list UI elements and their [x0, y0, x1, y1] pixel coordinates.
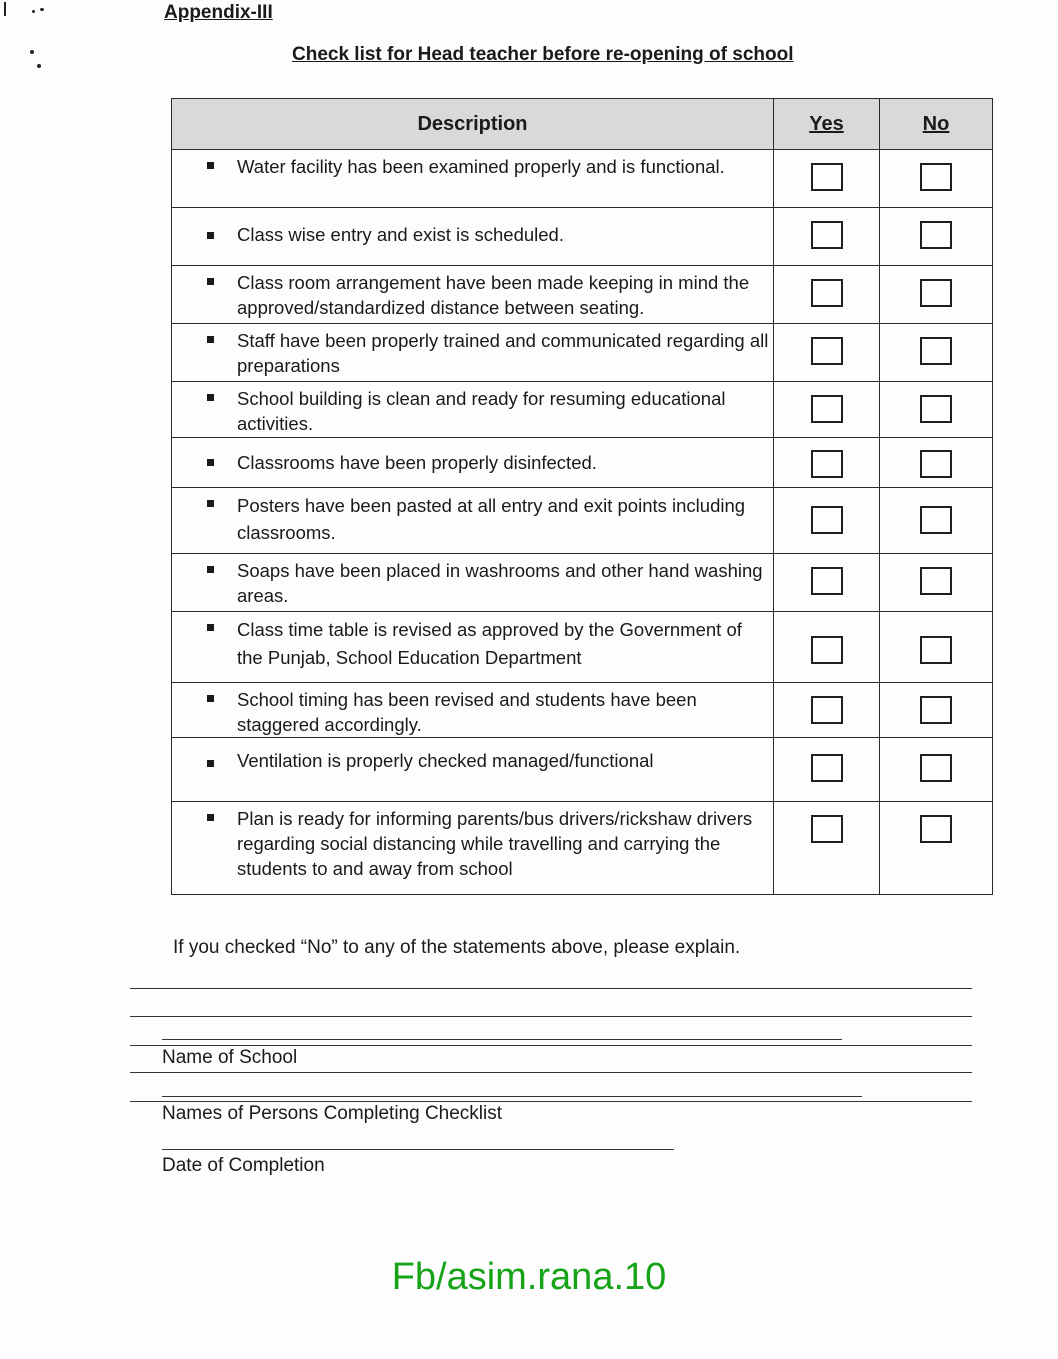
- table-header-row: [172, 99, 993, 150]
- no-cell: [880, 382, 993, 438]
- no-cell: [880, 612, 993, 683]
- table-row: [172, 438, 993, 488]
- row-description-text: Water facility has been examined properly and is functional.: [237, 156, 725, 177]
- no-cell: [880, 438, 993, 488]
- row-description: [172, 150, 774, 208]
- table-row: [172, 738, 993, 802]
- scan-speck: [40, 8, 44, 11]
- yes-checkbox[interactable]: [811, 754, 843, 782]
- bullet-icon: [207, 278, 214, 285]
- explain-prompt: If you checked “No” to any of the statements above, please explain.: [173, 937, 741, 958]
- persons-name-line[interactable]: [162, 1096, 862, 1097]
- row-description-text: Soaps have been placed in washrooms and other hand washing areas.: [237, 560, 763, 606]
- bullet-icon: [207, 566, 214, 573]
- row-description-text: Staff have been properly trained and communicated regarding all preparations: [237, 330, 769, 376]
- yes-checkbox[interactable]: [811, 221, 843, 249]
- page-title: Check list for Head teacher before re-opening of school: [292, 44, 794, 65]
- yes-cell: [774, 488, 880, 554]
- row-description-text: School building is clean and ready for resuming educational activities.: [237, 388, 726, 434]
- no-checkbox[interactable]: [920, 696, 952, 724]
- yes-checkbox[interactable]: [811, 163, 843, 191]
- persons-label: Names of Persons Completing Checklist: [162, 1103, 503, 1124]
- no-checkbox[interactable]: [920, 450, 952, 478]
- row-description-text: Class time table is revised as approved by the Government of the Punjab, School Education Department: [237, 619, 742, 668]
- bullet-icon: [207, 232, 214, 239]
- row-description: [172, 683, 774, 738]
- row-description-text: School timing has been revised and students have been staggered accordingly.: [237, 689, 697, 735]
- table-row: [172, 266, 993, 324]
- checklist-table: [171, 98, 993, 895]
- yes-checkbox[interactable]: [811, 567, 843, 595]
- yes-cell: [774, 208, 880, 266]
- no-checkbox[interactable]: [920, 395, 952, 423]
- table-row: [172, 554, 993, 612]
- table-row: [172, 208, 993, 266]
- school-name-line[interactable]: [162, 1039, 842, 1040]
- table-row: [172, 324, 993, 382]
- yes-checkbox[interactable]: [811, 815, 843, 843]
- explanation-line[interactable]: [130, 1016, 972, 1017]
- no-checkbox[interactable]: [920, 163, 952, 191]
- row-description: [172, 438, 774, 488]
- table-row: [172, 683, 993, 738]
- row-description-text: Classrooms have been properly disinfected.: [237, 452, 597, 473]
- row-description: [172, 266, 774, 324]
- no-checkbox[interactable]: [920, 754, 952, 782]
- scan-speck: [32, 10, 35, 13]
- scan-speck: [4, 2, 6, 16]
- school-name-label: Name of School: [162, 1047, 298, 1068]
- yes-checkbox[interactable]: [811, 506, 843, 534]
- yes-cell: [774, 738, 880, 802]
- table-row: [172, 802, 993, 895]
- column-header-description: Description: [172, 99, 774, 150]
- no-checkbox[interactable]: [920, 567, 952, 595]
- yes-cell: [774, 324, 880, 382]
- scan-speck: [37, 64, 41, 68]
- bullet-icon: [207, 394, 214, 401]
- completion-date-line[interactable]: [162, 1149, 674, 1150]
- no-checkbox[interactable]: [920, 279, 952, 307]
- yes-cell: [774, 683, 880, 738]
- row-description: [172, 382, 774, 438]
- table-row: [172, 612, 993, 683]
- column-header-no: No: [880, 99, 993, 150]
- bullet-icon: [207, 695, 214, 702]
- table-row: [172, 488, 993, 554]
- no-cell: [880, 554, 993, 612]
- no-cell: [880, 738, 993, 802]
- bullet-icon: [207, 162, 214, 169]
- yes-checkbox[interactable]: [811, 636, 843, 664]
- row-description: [172, 208, 774, 266]
- yes-checkbox[interactable]: [811, 696, 843, 724]
- explanation-line[interactable]: [130, 1045, 972, 1046]
- no-cell: [880, 266, 993, 324]
- table-row: [172, 150, 993, 208]
- column-header-yes: Yes: [774, 99, 880, 150]
- bullet-icon: [207, 336, 214, 343]
- yes-cell: [774, 612, 880, 683]
- row-description: [172, 738, 774, 802]
- watermark-text: Fb/asim.rana.10: [391, 1256, 667, 1298]
- row-description: [172, 612, 774, 683]
- no-cell: [880, 488, 993, 554]
- no-cell: [880, 208, 993, 266]
- bullet-icon: [207, 814, 214, 821]
- yes-cell: [774, 438, 880, 488]
- yes-checkbox[interactable]: [811, 395, 843, 423]
- row-description-text: Plan is ready for informing parents/bus drivers/rickshaw drivers regarding social distancing while travelling and carrying the students to and away from school: [237, 808, 753, 879]
- yes-cell: [774, 802, 880, 895]
- no-cell: [880, 802, 993, 895]
- yes-cell: [774, 382, 880, 438]
- no-checkbox[interactable]: [920, 815, 952, 843]
- bullet-icon: [207, 459, 214, 466]
- bullet-icon: [207, 624, 214, 631]
- no-cell: [880, 324, 993, 382]
- explanation-line[interactable]: [130, 1072, 972, 1073]
- yes-cell: [774, 554, 880, 612]
- no-checkbox[interactable]: [920, 636, 952, 664]
- row-description-text: Class room arrangement have been made keeping in mind the approved/standardized distance between seating.: [237, 272, 750, 318]
- yes-cell: [774, 150, 880, 208]
- no-checkbox[interactable]: [920, 221, 952, 249]
- no-cell: [880, 150, 993, 208]
- row-description-text: Posters have been pasted at all entry and exit points including classrooms.: [237, 495, 746, 543]
- explanation-line[interactable]: [130, 988, 972, 989]
- row-description-text: Class wise entry and exist is scheduled.: [237, 224, 564, 245]
- yes-checkbox[interactable]: [811, 279, 843, 307]
- bullet-icon: [207, 760, 214, 767]
- no-checkbox[interactable]: [920, 337, 952, 365]
- bullet-icon: [207, 500, 214, 507]
- table-row: [172, 382, 993, 438]
- row-description: [172, 554, 774, 612]
- yes-cell: [774, 266, 880, 324]
- row-description: [172, 324, 774, 382]
- no-checkbox[interactable]: [920, 506, 952, 534]
- row-description-text: Ventilation is properly checked managed/functional: [237, 750, 654, 771]
- explanation-line[interactable]: [130, 1101, 972, 1102]
- row-description: [172, 802, 774, 895]
- scan-speck: [30, 50, 34, 54]
- completion-date-label: Date of Completion: [162, 1155, 325, 1176]
- no-cell: [880, 683, 993, 738]
- appendix-label: Appendix-III: [164, 2, 273, 23]
- yes-checkbox[interactable]: [811, 337, 843, 365]
- row-description: [172, 488, 774, 554]
- yes-checkbox[interactable]: [811, 450, 843, 478]
